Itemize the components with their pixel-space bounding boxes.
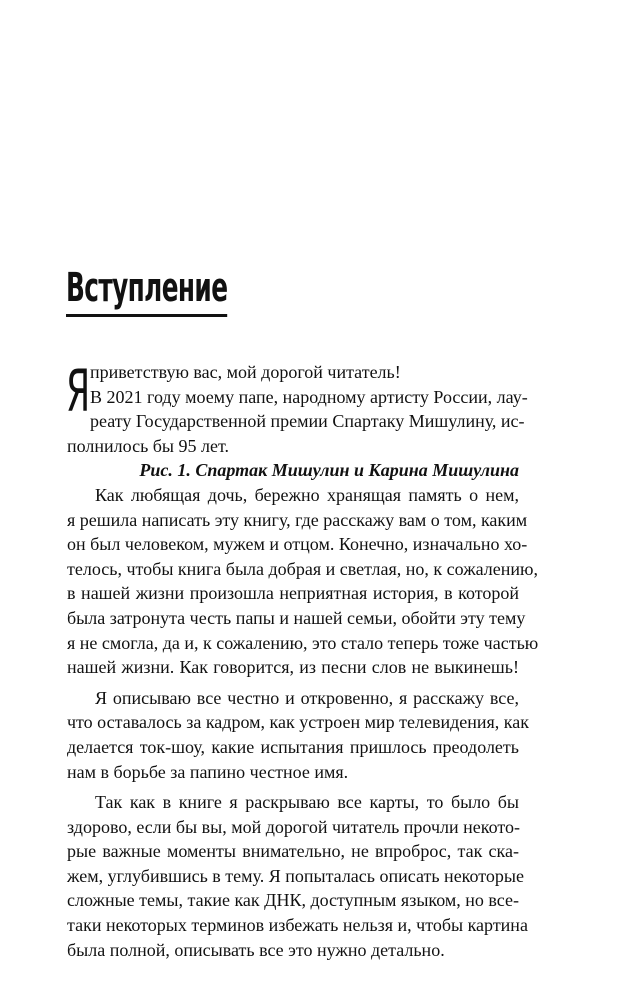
paragraph-3	[67, 790, 528, 962]
intro-paragraph	[66, 357, 528, 458]
paragraph-line: Так как в книге я раскрываю все карты, то было бы	[95, 792, 519, 813]
paragraph-line: я решила написать эту книгу, где расскажу вам о том, каким	[67, 509, 528, 530]
paragraph-line: сложные темы, такие как ДНК, доступным языком, но все-	[67, 890, 520, 911]
paragraph-line: он был человеком, мужем и отцом. Конечно, изначально хо-	[67, 534, 528, 555]
intro-line: реату Государственной премии Спартаку Мишулину, ис-	[90, 411, 525, 432]
paragraph-2	[67, 686, 530, 784]
paragraph-line: рые важные моменты внимательно, не впроброс, так ска-	[67, 841, 519, 862]
paragraph-line: что оставалось за кадром, как устроен мир телевидения, как	[67, 712, 530, 733]
paragraph-line: нашей жизни. Как говорится, из песни слов не выкинешь!	[67, 657, 519, 678]
paragraph-line: таки некоторых терминов избежать нельзя и, чтобы картина	[67, 915, 528, 936]
paragraph-line: жем, углубившись в тему. Я попыталась описать некоторые	[67, 865, 524, 886]
figure-caption: Рис. 1. Спартак Мишулин и Карина Мишулина	[139, 460, 519, 481]
body-text	[66, 357, 539, 962]
paragraph-line: нам в борьбе за папино честное имя.	[67, 761, 349, 782]
drop-cap: Я	[66, 357, 91, 425]
chapter-title: Вступление	[66, 268, 227, 317]
paragraph-line: делается ток-шоу, какие испытания пришлось преодолеть	[67, 736, 519, 757]
intro-line: приветствую вас, мой дорогой читатель!	[90, 362, 401, 382]
paragraph-line: телось, чтобы книга была добрая и светлая, но, к сожалению,	[67, 558, 538, 579]
paragraph-line: в нашей жизни произошла неприятная история, в которой	[67, 583, 519, 604]
paragraph-line: была полной, описывать все это нужно детально.	[67, 939, 445, 960]
paragraph-1	[67, 483, 539, 680]
intro-line: В 2021 году моему папе, народному артисту России, лау-	[90, 386, 528, 407]
paragraph-line: была затронута честь папы и нашей семьи, обойти эту тему	[67, 607, 526, 628]
paragraph-line: Я описываю все честно и откровенно, я расскажу все,	[95, 687, 519, 708]
paragraph-line: здорово, если бы вы, мой дорогой читатель прочли некото-	[67, 816, 520, 837]
intro-line: полнилось бы 95 лет.	[67, 435, 230, 456]
paragraph-line: я не смогла, да и, к сожалению, это стало теперь тоже частью	[67, 632, 539, 653]
paragraph-line: Как любящая дочь, бережно хранящая память о нем,	[95, 484, 519, 505]
